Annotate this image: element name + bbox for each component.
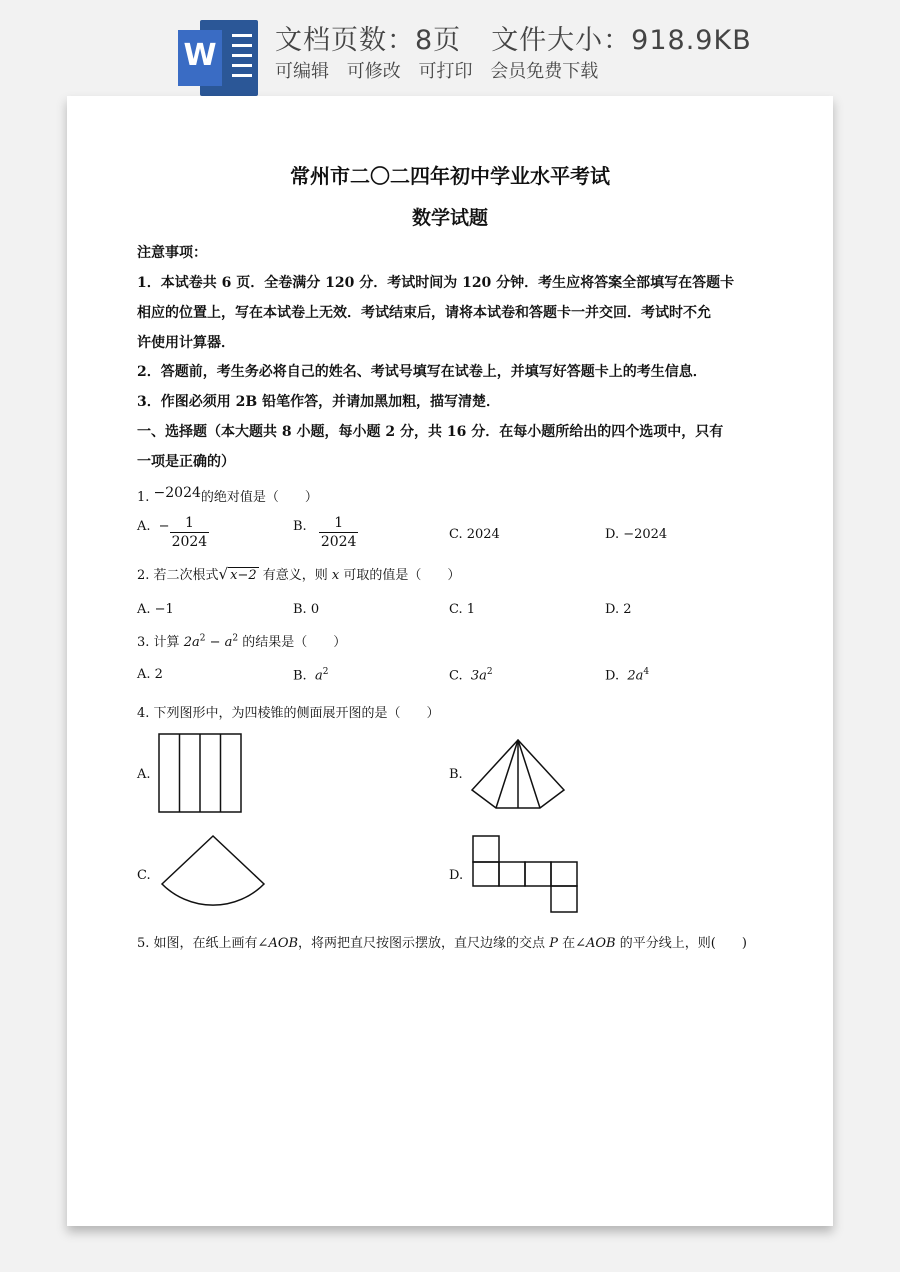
q2-radicand: x−2 xyxy=(230,568,257,583)
q4-option-d-label: D. xyxy=(449,868,464,883)
document-info-banner xyxy=(0,0,900,96)
q1-expression: −2024 xyxy=(153,485,201,501)
document-page xyxy=(67,96,833,1226)
q4-option-c-label: C. xyxy=(137,868,151,883)
question-1: 1. −2024的绝对值是（ ） xyxy=(137,485,318,505)
q2-option-a: A. −1 xyxy=(137,602,174,617)
q2-option-b: B. 0 xyxy=(293,602,320,617)
note-line: 3．作图必须用 2B 铅笔作答，并请加黑加粗，描写清楚． xyxy=(137,394,501,410)
note-line: 相应的位置上，写在本试卷上无效．考试结束后，请将本试卷和答题卡一并交回．考试时不允 xyxy=(137,305,711,321)
question-5: 5. 如图，在纸上画有∠AOB，将两把直尺按图示摆放，直尺边缘的交点 P 在∠AOB 的平分线上，则( ) xyxy=(137,936,747,951)
q4-option-c-figure xyxy=(160,834,266,916)
note-line: 许使用计算器． xyxy=(137,335,235,351)
page-count-label: 文档页数：8页 xyxy=(275,25,462,56)
q4-option-a-label: A. xyxy=(137,767,151,782)
question-3: 3. 计算 $2a^2 - a^2$ 的结果是（ ） xyxy=(137,633,347,650)
q1-option-b: B. $\frac{1}{2024}$ xyxy=(293,515,357,550)
question-4: 4. 下列图形中，为四棱锥的侧面展开图的是（ ） xyxy=(137,706,440,721)
word-document-icon xyxy=(178,20,258,96)
question-2: 2. 若二次根式√ x−2 有意义，则 x 可取的值是（ ） xyxy=(137,565,461,583)
q1-option-c: C. 2024 xyxy=(449,527,500,542)
section-heading-cont: 一项是正确的） xyxy=(137,454,235,470)
q2-option-d: D. 2 xyxy=(605,602,632,617)
q1-option-d: D. −2024 xyxy=(605,527,668,542)
note-line: 1．本试卷共 6 页．全卷满分 120 分．考试时间为 120 分钟．考生应将答案全部填写在答题卡 xyxy=(137,275,735,291)
q1-option-a: A. − $\frac{1}{2024}$ xyxy=(137,515,208,550)
feature-item: 可修改 xyxy=(346,61,401,82)
q2-option-c: C. 1 xyxy=(449,602,476,617)
q4-option-a-figure xyxy=(157,732,243,814)
q4-option-b-figure xyxy=(470,738,566,812)
file-size-label: 文件大小：918.9KB xyxy=(491,25,752,56)
q4-option-b-label: B. xyxy=(449,767,463,782)
feature-list xyxy=(275,57,610,83)
q3-option-a: A. 2 xyxy=(137,667,163,682)
feature-item: 可打印 xyxy=(418,61,473,82)
feature-item: 可编辑 xyxy=(275,61,329,82)
q4-option-d-figure xyxy=(471,834,581,914)
file-stats xyxy=(275,18,752,57)
q3-option-b: B. $a^2$ xyxy=(293,667,329,684)
exam-title: 常州市二〇二四年初中学业水平考试 xyxy=(290,164,610,188)
notes-heading: 注意事项： xyxy=(137,245,207,261)
exam-subject: 数学试题 xyxy=(411,207,488,229)
section-heading: 一、选择题（本大题共 8 小题，每小题 2 分，共 16 分．在每小题所给出的四个选项中，只有 xyxy=(137,424,724,440)
note-line: 2．答题前，考生务必将自己的姓名、考试号填写在试卷上，并填写好答题卡上的考生信息． xyxy=(137,364,707,380)
q3-option-c: C. $3a^2$ xyxy=(449,667,493,684)
q3-option-d: D. $2a^4$ xyxy=(605,667,650,684)
word-icon-letter: W xyxy=(183,38,217,73)
feature-item: 会员免费下载 xyxy=(490,61,599,82)
